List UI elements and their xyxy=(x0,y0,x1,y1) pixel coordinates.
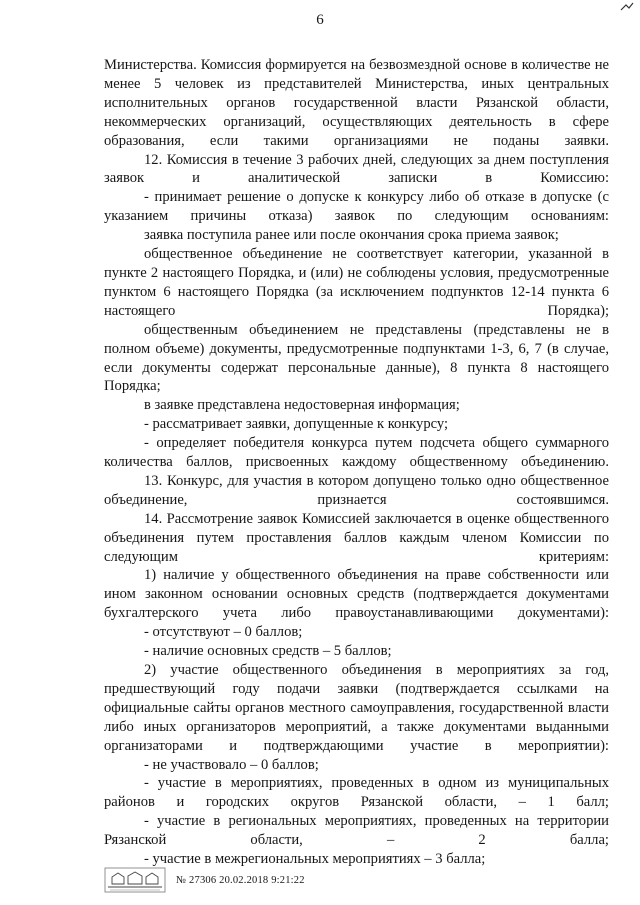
page-number: 6 xyxy=(316,12,324,28)
registry-stamp-icon xyxy=(104,867,166,893)
paragraph-criterion-2-none: - не участвовало – 0 баллов; xyxy=(144,756,319,773)
paragraph-criterion-2-municipal: - участие в мероприятиях, проведенных в одном из муниципальных районов и городских округов Рязанской области, – 1 балл; xyxy=(104,775,609,811)
footer xyxy=(104,866,305,894)
paragraph-ground-category: общественное объединение не соответствует категории, указанной в пункте 2 настоящего Порядка, и (или) не соблюдены условия, предусмотренные пунктом 6 настоящего Порядка (за исключением подпунктов 12-14 пункта 6 настоящего Порядка); xyxy=(104,246,609,319)
paragraph-ground-documents: общественным объединением не представлены (представлены не в полном объеме) документы, предусмотренные подпунктами 1-3, 6, 7 (в случае, если документы содержат персональные данные), 8 пункта 8 настоящего Порядка; xyxy=(104,321,609,395)
paragraph-review-applications: - рассматривает заявки, допущенные к конкурсу; xyxy=(144,416,449,433)
corner-scan-mark xyxy=(620,2,634,12)
paragraph-determine-winner: - определяет победителя конкурса путем подсчета общего суммарного количества баллов, присвоенных каждому общественному объединению. xyxy=(104,435,609,471)
document-body xyxy=(104,56,609,869)
paragraph-item-13: 13. Конкурс, для участия в котором допущено только одно общественное объединение, признается состоявшимся. xyxy=(104,472,609,508)
paragraph-criterion-1-has: - наличие основных средств – 5 баллов; xyxy=(144,643,392,660)
paragraph-item-14: 14. Рассмотрение заявок Комиссией заключается в оценке общественного объединения путем проставления баллов каждым членом Комиссии по следующим критериям: xyxy=(104,510,609,565)
paragraph-ground-false-info: в заявке представлена недостоверная информация; xyxy=(144,397,460,414)
paragraph-criterion-2: 2) участие общественного объединения в мероприятиях за год, предшествующий году подачи заявки (подтверждается ссылками на официальные сайты органов местного самоуправления, государственной власти либо иных организаторов мероприятий, а также документами выданными организаторами и подтверждающими участие в мероприятии): xyxy=(104,662,609,754)
paragraph-criterion-2-regional: - участие в региональных мероприятиях, проведенных на территории Рязанской области, – 2 балла; xyxy=(104,813,609,849)
paragraph-admission-decision: - принимает решение о допуске к конкурсу либо об отказе в допуске (с указанием причины отказа) заявок по следующим основаниям: xyxy=(104,189,609,225)
paragraph-ground-late: заявка поступила ранее или после окончания срока приема заявок; xyxy=(144,227,559,244)
paragraph-criterion-1-none: - отсутствуют – 0 баллов; xyxy=(144,624,303,641)
paragraph-criterion-2-interregional: - участие в межрегиональных мероприятиях – 3 балла; xyxy=(144,851,486,868)
document-registration-ref: № 27306 20.02.2018 9:21:22 xyxy=(176,874,305,886)
paragraph-commission-formation: Министерства. Комиссия формируется на безвозмездной основе в количестве не менее 5 человек из представителей Министерства, иных центральных исполнительных органов государственной власти Рязанской области, некоммерческих организаций, осуществляющих деятельность в сфере образования, если такими организациями не поданы заявки. xyxy=(104,57,609,149)
paragraph-item-12: 12. Комиссия в течение 3 рабочих дней, следующих за днем поступления заявок и аналитической записки в Комиссию: xyxy=(104,151,609,187)
paragraph-criterion-1: 1) наличие у общественного объединения на праве собственности или ином законном основании основных средств (подтверждается документами бухгалтерского учета либо правоустанавливающими документами): xyxy=(104,567,609,622)
